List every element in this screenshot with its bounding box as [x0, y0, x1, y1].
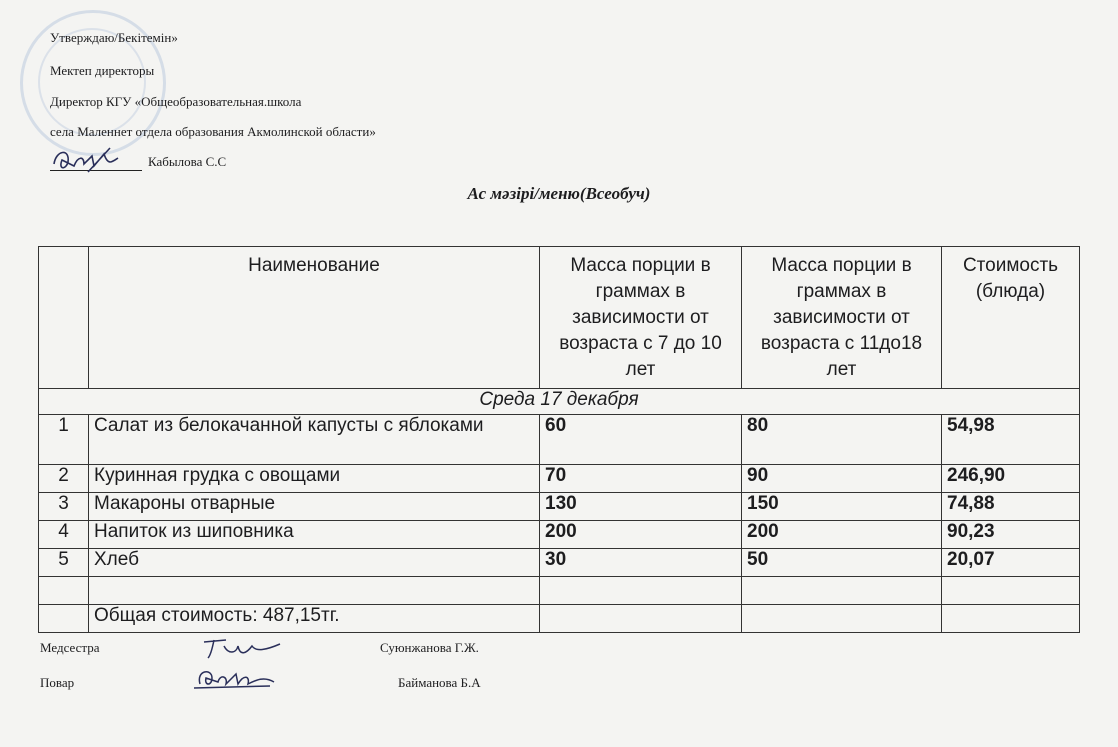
header-row: [39, 247, 1080, 389]
approval-line-1: Утверждаю/Бекітемін»: [50, 30, 178, 45]
row-cost: 20,07: [942, 549, 1080, 577]
row-cost: 74,88: [942, 493, 1080, 521]
row-name: Куринная грудка с овощами: [89, 465, 540, 493]
row-mass-old: 50: [742, 549, 942, 577]
table-row: [39, 415, 1080, 465]
day-label: Среда 17 декабря: [39, 389, 1080, 415]
row-num: 3: [39, 493, 89, 521]
row-mass-young: 30: [540, 549, 742, 577]
row-mass-young: 130: [540, 493, 742, 521]
nurse-signature: [196, 632, 286, 662]
menu-table: [38, 246, 1080, 633]
row-num: 2: [39, 465, 89, 493]
row-name: Макароны отварные: [89, 493, 540, 521]
row-mass-old: 150: [742, 493, 942, 521]
director-name: Кабылова С.С: [148, 154, 227, 169]
table-row: [39, 493, 1080, 521]
row-mass-young: 60: [540, 415, 742, 465]
header-mass-old: Масса порции в граммах в зависимости от возраста с 11до18 лет: [742, 247, 942, 389]
empty-row: [39, 577, 1080, 605]
row-mass-young: 200: [540, 521, 742, 549]
row-name: Салат из белокачанной капусты с яблоками: [89, 415, 540, 465]
row-mass-young: 70: [540, 465, 742, 493]
header-name: Наименование: [89, 247, 540, 389]
row-name: Хлеб: [89, 549, 540, 577]
row-cost: 90,23: [942, 521, 1080, 549]
row-name: Напиток из шиповника: [89, 521, 540, 549]
cook-name: Байманова Б.А: [398, 675, 481, 690]
table-row: [39, 465, 1080, 493]
nurse-role: Медсестра: [40, 640, 100, 655]
table-row: [39, 521, 1080, 549]
director-signature: [48, 142, 128, 176]
row-mass-old: 90: [742, 465, 942, 493]
row-num: 1: [39, 415, 89, 465]
row-mass-old: 80: [742, 415, 942, 465]
page-title: Ас мәзірі/меню(Всеобуч): [467, 184, 651, 203]
cook-role: Повар: [40, 675, 75, 690]
total-cost: Общая стоимость: 487,15тг.: [89, 605, 540, 633]
approval-line-4: села Маленнет отдела образования Акмолинской области»: [50, 124, 376, 139]
header-cost: Стоимость (блюда): [942, 247, 1080, 389]
row-num: 5: [39, 549, 89, 577]
total-row: [39, 605, 1080, 633]
header-mass-young: Масса порции в граммах в зависимости от возраста с 7 до 10 лет: [540, 247, 742, 389]
table-row: [39, 549, 1080, 577]
nurse-name: Суюнжанова Г.Ж.: [380, 640, 479, 655]
approval-line-2: Мектеп директоры: [50, 63, 155, 78]
header-num: [39, 247, 89, 389]
approval-line-3: Директор КГУ «Общеобразовательная.школа: [50, 94, 302, 109]
day-row: [39, 389, 1080, 415]
row-cost: 54,98: [942, 415, 1080, 465]
row-num: 4: [39, 521, 89, 549]
row-mass-old: 200: [742, 521, 942, 549]
row-cost: 246,90: [942, 465, 1080, 493]
cook-signature: [190, 662, 280, 692]
